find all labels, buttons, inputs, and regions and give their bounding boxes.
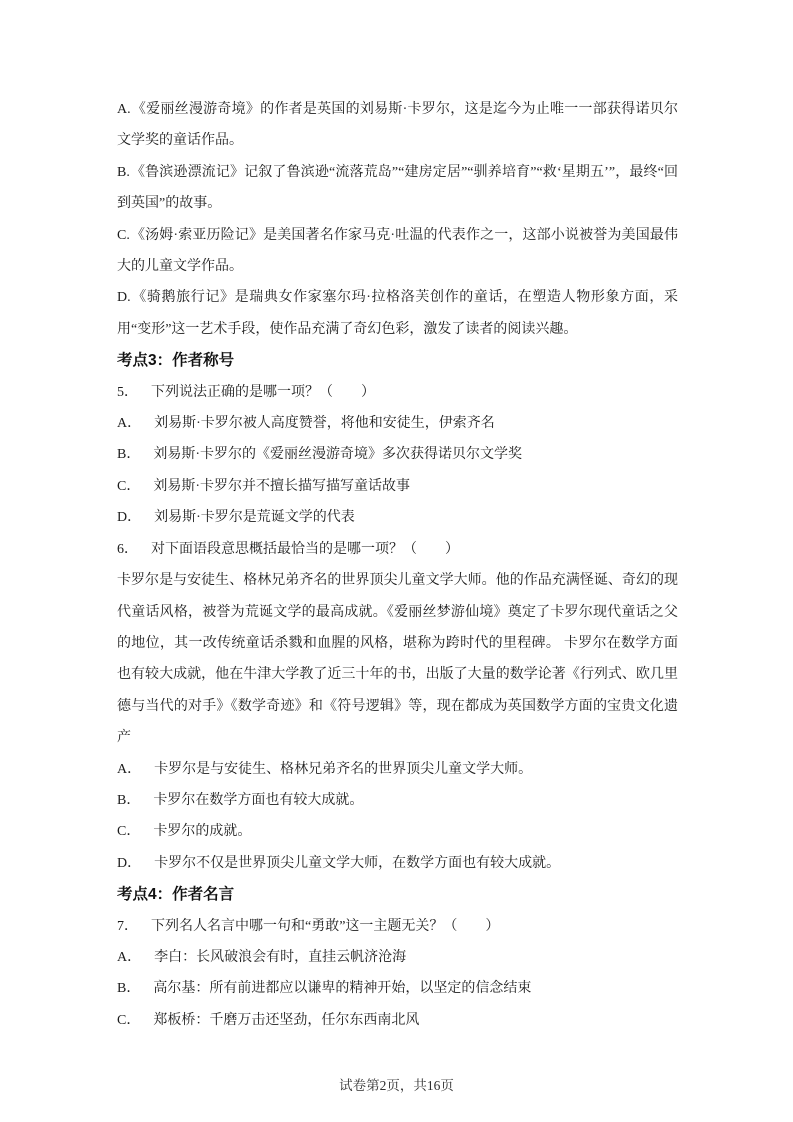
option-label: A． [117,949,142,965]
question-number: 6． [117,541,138,557]
section-heading-kaodian3: 考点3：作者称号 [117,352,235,370]
question-text: 下列名人名言中哪一句和“勇敢”这一主题无关？（ ） [151,918,500,934]
option-item [117,220,678,283]
option-text: 《汤姆·索亚历险记》是美国著名作家马克·吐温的代表作之一，这部小说被誉为美国最伟大的儿童文学作品。 [117,227,678,275]
option-item [117,1005,678,1036]
option-item [117,973,678,1004]
option-item [117,785,678,816]
question-stem-q6 [117,534,678,565]
option-item [117,439,678,470]
page-footer: 试卷第2页，共16页 [339,1078,454,1093]
option-label: C． [117,1012,141,1028]
option-label: B． [117,981,141,997]
option-text: 高尔基：所有前进都应以谦卑的精神开始，以坚定的信念结束 [153,981,532,997]
page-content [117,94,678,1036]
option-text: 刘易斯·卡罗尔被人高度赞誉，将他和安徒生，伊索齐名 [154,416,495,432]
option-text: 卡罗尔不仅是世界顶尖儿童文学大师，在数学方面也有较大成就。 [154,855,561,871]
option-text: 卡罗尔的成就。 [153,824,252,840]
option-item [117,94,678,157]
option-item [117,408,678,439]
option-text: 刘易斯·卡罗尔的《爱丽丝漫游奇境》多次获得诺贝尔文学奖 [153,447,523,463]
option-label: D． [117,855,142,871]
option-text: 刘易斯·卡罗尔是荒诞文学的代表 [154,510,355,526]
option-label: A. [117,102,131,117]
question-stem-q7 [117,911,678,942]
option-item [117,942,678,973]
option-text: 郑板桥：千磨万击还坚劲，任尔东西南北风 [153,1012,420,1028]
option-item [117,502,678,533]
option-text: 刘易斯·卡罗尔并不擅长描写描写童话故事 [153,478,411,494]
option-text: 卡罗尔在数学方面也有较大成就。 [153,792,364,808]
option-text: 《鲁滨逊漂流记》记叙了鲁滨逊“流落荒岛”“建房定居”“驯养培育”“救‘星期五’”，最终“回到英国”的故事。 [117,164,678,212]
option-label: B. [117,164,130,180]
option-label: C． [117,478,141,494]
question-text: 对下面语段意思概括最恰当的是哪一项？（ ） [151,541,459,557]
option-label: D． [117,510,142,526]
option-text: 《爱丽丝漫游奇境》的作者是英国的刘易斯·卡罗尔，这是迄今为止唯一一部获得诺贝尔文学奖的童话作品。 [117,102,678,149]
option-text: 《骑鹅旅行记》是瑞典女作家塞尔玛·拉格洛芙创作的童话，在塑造人物形象方面，采用“变形”这一艺术手段，使作品充满了奇幻色彩，激发了读者的阅读兴趣。 [117,290,678,337]
option-label: D. [117,290,131,306]
option-item [117,754,678,785]
passage-text: 卡罗尔是与安徒生、格林兄弟齐名的世界顶尖儿童文学大师。他的作品充满怪诞、奇幻的现代童话风格，被誉为荒诞文学的最高成就。《爱丽丝梦游仙境》奠定了卡罗尔现代童话之父的地位，其一改传统童话杀戮和血腥的风格，堪称为跨时代的里程碑。 卡罗尔在数学方面也有较大成就，他在牛津大学教了近三十年的书，出版了大量的数学论著《行列式、欧几里德与当代的对手》《数学奇迹》和《符号逻辑》等，现在都成为英国数学方面的宝贵文化遗产 [117,573,678,746]
option-text: 李白：长风破浪会有时，直挂云帆济沧海 [154,949,407,965]
option-label: A． [117,761,142,777]
question-number: 7． [117,918,138,934]
option-label: A． [117,416,142,432]
option-label: C． [117,824,141,840]
option-label: C. [117,227,130,243]
option-item [117,282,678,345]
option-text: 卡罗尔是与安徒生、格林兄弟齐名的世界顶尖儿童文学大师。 [154,761,533,777]
question-stem-q5 [117,377,678,408]
option-item [117,848,678,879]
option-item [117,816,678,847]
option-label: B． [117,447,141,463]
question-number: 5． [117,384,138,400]
option-item [117,157,678,220]
question-text: 下列说法正确的是哪一项？（ ） [151,384,375,400]
option-item [117,471,678,502]
section-heading-kaodian4: 考点4：作者名言 [117,886,235,904]
option-label: B． [117,792,141,808]
